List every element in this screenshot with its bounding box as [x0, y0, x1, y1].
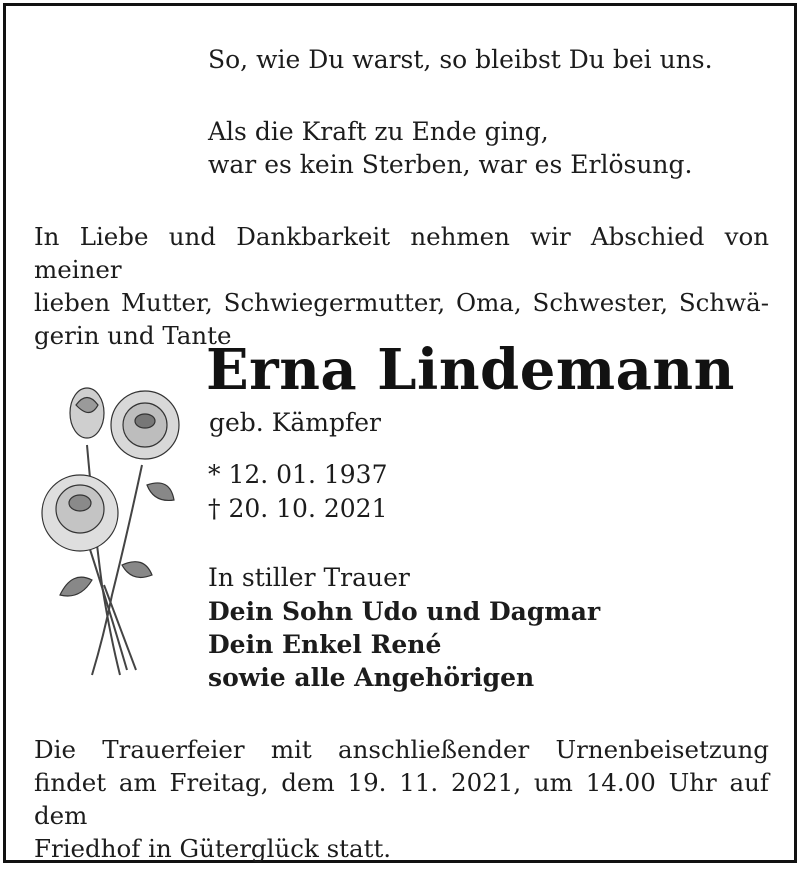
intro-line-3: gerin und Tante: [34, 321, 232, 350]
intro-paragraph: [34, 220, 769, 352]
mourner-line-1: Dein Sohn Udo und Dagmar: [208, 597, 601, 626]
deceased-name: Erna Lindemann: [206, 337, 735, 403]
death-date: † 20. 10. 2021: [208, 494, 388, 523]
birth-date: * 12. 01. 1937: [208, 460, 388, 489]
mourner-line-3: sowie alle Angehörigen: [208, 663, 535, 692]
intro-line-1: In Liebe und Dankbarkeit nehmen wir Abschied von meiner: [34, 222, 769, 284]
funeral-paragraph: [34, 733, 769, 865]
intro-line-2: lieben Mutter, Schwiegermutter, Oma, Schwester, Schwä-: [34, 288, 769, 317]
roses-illustration-icon: [32, 385, 192, 685]
birth-name: geb. Kämpfer: [209, 408, 381, 437]
quote-line-3: war es kein Sterben, war es Erlösung.: [208, 150, 693, 179]
quote-line-1: So, wie Du warst, so bleibst Du bei uns.: [208, 45, 713, 74]
funeral-line-2: findet am Freitag, dem 19. 11. 2021, um 14.00 Uhr auf dem: [34, 768, 769, 830]
mourner-line-2: Dein Enkel René: [208, 630, 442, 659]
mourning-heading: In stiller Trauer: [208, 563, 410, 592]
funeral-line-3: Friedhof in Güterglück statt.: [34, 834, 392, 863]
quote-line-2: Als die Kraft zu Ende ging,: [208, 117, 549, 146]
funeral-line-1: Die Trauerfeier mit anschließender Urnenbeisetzung: [34, 735, 769, 764]
